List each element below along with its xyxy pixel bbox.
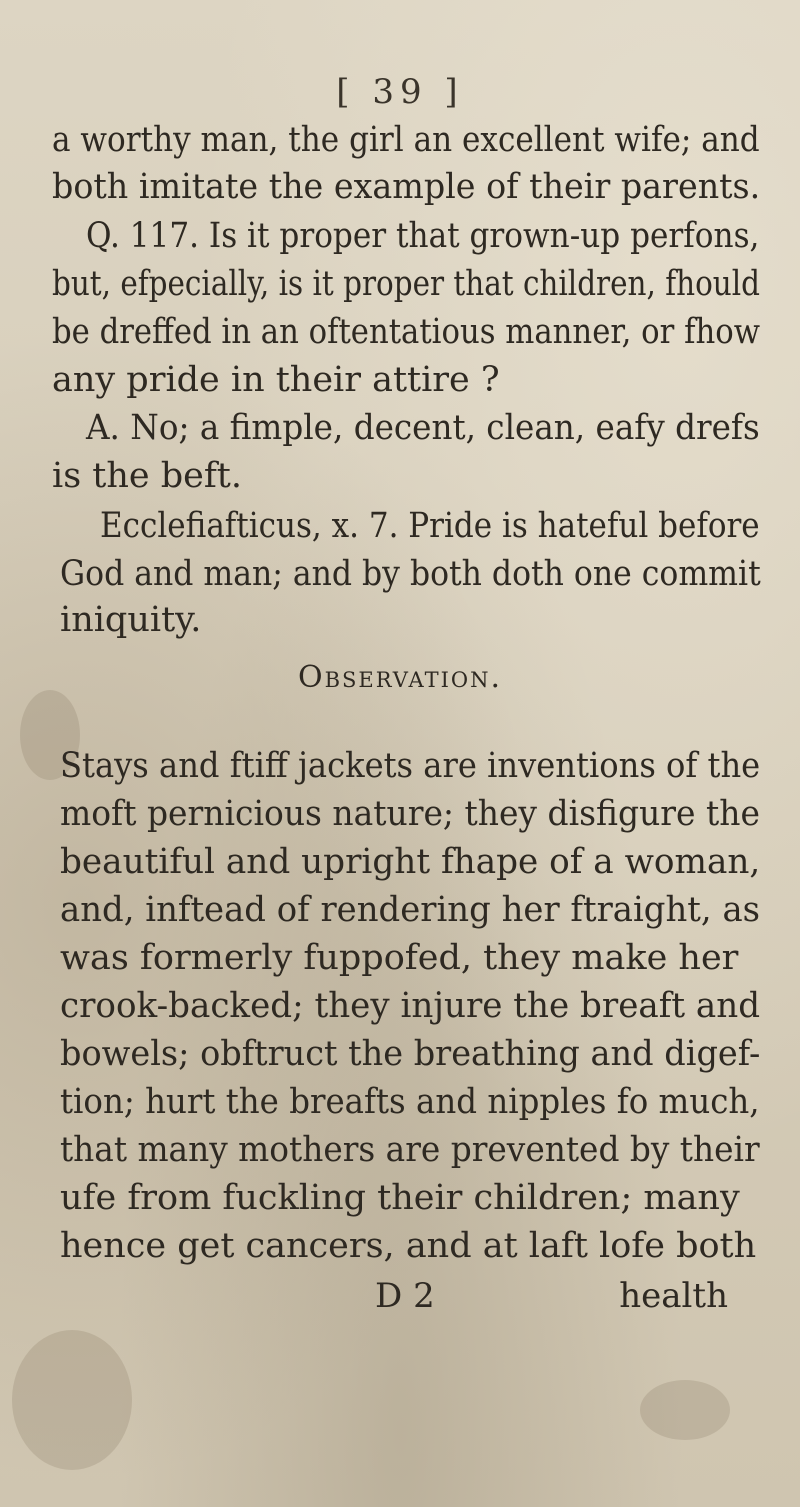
text-line: A. No; a fimple, decent, clean, eafy drefs bbox=[86, 408, 760, 448]
text-line: was formerly fuppofed, they make her bbox=[60, 938, 739, 978]
text-line: is the beft. bbox=[52, 456, 242, 496]
text-line: Stays and ftiff jackets are inventions of the bbox=[60, 746, 761, 786]
text-line: beautiful and upright fhape of a woman, bbox=[60, 842, 761, 882]
text-line: but, efpecially, is it proper that children, fhould bbox=[52, 264, 761, 304]
text-line: be dreffed in an oftentatious manner, or fhow bbox=[52, 312, 760, 352]
catchword: health bbox=[619, 1276, 728, 1316]
page-number: [ 39 ] bbox=[336, 72, 464, 112]
paper-stain bbox=[12, 1330, 132, 1470]
text-line: any pride in their attire ? bbox=[52, 360, 500, 400]
text-line: crook-backed; they injure the breaft and bbox=[60, 986, 761, 1026]
text-line: Ecclefiafticus, x. 7. Pride is hateful before bbox=[100, 506, 760, 546]
text-line: Q. 117. Is it proper that grown-up perfons, bbox=[86, 216, 760, 256]
text-line: moft pernicious nature; they disfigure the bbox=[60, 794, 760, 834]
text-line: that many mothers are prevented by their bbox=[60, 1130, 760, 1170]
paper-stain bbox=[640, 1380, 730, 1440]
text-line: tion; hurt the breafts and nipples fo much, bbox=[60, 1082, 760, 1122]
observation-heading: Observation. bbox=[298, 660, 502, 695]
text-line: bowels; obftruct the breathing and digef- bbox=[60, 1034, 761, 1074]
text-line: God and man; and by both doth one commit bbox=[60, 554, 761, 594]
text-line: and, inftead of rendering her ftraight, as bbox=[60, 890, 761, 930]
text-line: hence get cancers, and at laft lofe both bbox=[60, 1226, 757, 1266]
text-line: a worthy man, the girl an excellent wife; and bbox=[52, 120, 760, 160]
text-line: both imitate the example of their parents. bbox=[52, 167, 761, 207]
text-line: iniquity. bbox=[60, 600, 202, 640]
signature-mark: D 2 bbox=[375, 1276, 435, 1316]
text-line: ufe from fuckling their children; many bbox=[60, 1178, 740, 1218]
